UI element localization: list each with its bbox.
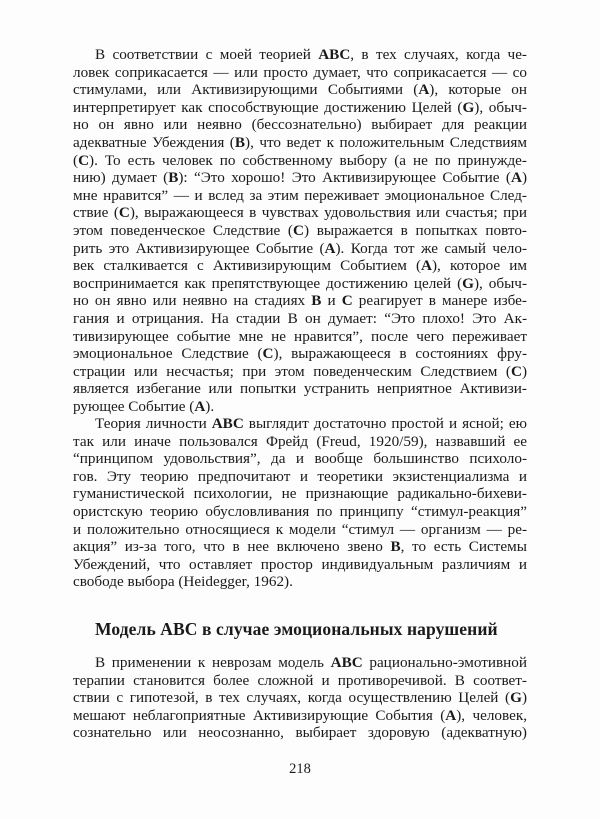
text-line	[73, 257, 527, 275]
bold-term: C	[262, 345, 274, 363]
text-line	[73, 689, 527, 707]
text-segment: ), обыч-	[473, 274, 527, 292]
text-line	[73, 503, 527, 521]
text-segment: ), выражающееся в чувствах удовольствия или счастья; при	[129, 204, 527, 222]
text-line	[73, 187, 527, 205]
text-segment: свободе выбора (Heidegger, 1962).	[73, 573, 293, 591]
text-segment: стимулами, или Активизирующими Событиями (	[73, 81, 419, 99]
text-segment: мешают неблагоприятные Активизирующие События (	[73, 706, 446, 724]
text-line	[73, 169, 527, 187]
text-segment: является избегание или попытки устранить неприятное Активизи-	[73, 380, 527, 398]
text-segment: ), что ведет к положительным Следствиям	[245, 133, 527, 151]
text-segment: так или иначе пользовался Фрейд (Freud, 1920/59), назвавший ее	[73, 432, 527, 450]
text-line	[73, 485, 527, 503]
text-line	[73, 363, 527, 381]
bold-term: B	[390, 538, 401, 556]
text-segment: но он явно или неявно на стадиях	[73, 292, 312, 310]
text-segment: В соответствии с моей теорией	[95, 46, 319, 63]
text-segment: Убеждений, что оставляет простор индивидуальным различиям и	[73, 555, 527, 573]
text-line	[73, 345, 527, 363]
text-line	[73, 116, 527, 134]
bold-term: C	[78, 151, 90, 169]
text-segment: ): “Это хорошо! Это Активизирующее Событие (	[178, 169, 511, 187]
bold-term: A	[510, 169, 522, 187]
bold-term: A	[418, 81, 430, 99]
text-segment: )	[521, 689, 527, 707]
text-line	[73, 99, 527, 117]
bold-term: C	[292, 221, 304, 239]
text-line	[73, 310, 527, 328]
text-line	[73, 450, 527, 468]
text-segment: “принципом удовольствия”, да и вообще большинство психоло-	[73, 450, 527, 468]
text-line	[73, 573, 527, 591]
text-segment: )	[521, 362, 527, 380]
text-segment: рить это Активизирующее Событие (	[73, 239, 325, 257]
text-segment: мне нравится” — и вслед за этим переживает эмоциональное След-	[73, 186, 527, 204]
text-segment: ). Когда тот же самый чело-	[335, 239, 527, 257]
text-line	[73, 521, 527, 539]
text-segment: ористскую теорию обусловливания по принципу “стимул-реакция”	[73, 502, 527, 520]
bold-term: A	[445, 706, 457, 724]
paragraph-neuroses	[73, 654, 527, 742]
text-line	[73, 81, 527, 99]
bold-term: ABC	[318, 46, 351, 63]
text-segment: ). То есть человек по собственному выбору (а не по принужде-	[89, 151, 527, 169]
text-segment: реагирует в манере избе-	[352, 292, 527, 310]
text-line	[73, 398, 527, 416]
text-segment: тивизирующее событие мне не нравится”, после чего переживает	[73, 327, 527, 345]
bold-term: C	[341, 292, 353, 310]
bold-term: A	[194, 397, 206, 415]
text-line	[73, 468, 527, 486]
paragraph-personality-theory	[73, 415, 527, 591]
text-line	[73, 328, 527, 346]
text-segment: рующее Событие (	[73, 397, 195, 415]
text-line	[73, 134, 527, 152]
text-segment: Теория личности	[95, 415, 212, 432]
text-line	[73, 275, 527, 293]
text-segment: страции или несчастья; при этом поведенческим Следствием (	[73, 362, 511, 380]
bold-term: A	[421, 257, 432, 275]
text-line	[73, 222, 527, 240]
text-line	[73, 707, 527, 725]
bold-term: A	[324, 239, 336, 257]
text-segment: терапии становится более сложной и противоречивой. В соответ-	[73, 671, 527, 689]
text-segment: нию) думает (	[73, 169, 169, 187]
text-segment: и	[321, 292, 342, 310]
text-line	[73, 654, 527, 672]
text-line	[73, 240, 527, 258]
text-line	[73, 556, 527, 574]
bold-term: ABC	[211, 415, 244, 432]
text-segment: ловек соприкасается — или просто думает, что соприкасается — со	[73, 63, 527, 81]
bold-term: ABC	[330, 654, 363, 671]
bold-term: G	[462, 274, 474, 292]
bold-term: G	[510, 689, 522, 707]
bold-term: B	[234, 133, 246, 151]
bold-term: B	[311, 292, 322, 310]
text-line	[73, 538, 527, 556]
text-segment: ствие (	[73, 204, 119, 222]
text-segment: ), которое им	[432, 257, 527, 275]
text-segment: ), человек,	[456, 706, 527, 724]
text-segment: акция” из-за того, что в нее включено звено	[73, 538, 391, 556]
text-line	[73, 152, 527, 170]
text-segment: , в тех случаях, когда че-	[350, 46, 527, 63]
text-segment: адекватные Убеждения (	[73, 133, 235, 151]
paragraph-abc-theory	[73, 46, 527, 415]
text-line	[73, 46, 527, 64]
text-segment: (	[73, 151, 79, 169]
text-segment: ствии с гипотезой, в тех случаях, когда осуществлению Целей (	[73, 689, 511, 707]
text-segment: сознательно или неосознанно, выбирает здоровую (адекватную)	[73, 724, 527, 742]
text-segment: эмоциональное Следствие (	[73, 345, 263, 363]
text-line	[73, 724, 527, 742]
text-segment: рационально-эмотивной	[362, 654, 527, 671]
text-segment: воспринимается как препятствующее достижению целей (	[73, 274, 463, 292]
section-heading: Модель ABC в случае эмоциональных нарушений	[95, 619, 498, 639]
bold-term: G	[462, 98, 475, 116]
text-segment: )	[521, 169, 527, 187]
page-number: 218	[289, 761, 311, 777]
text-segment: гуманистической психологии, не признающие радикально-бихеви-	[73, 485, 527, 503]
bold-term: C	[510, 362, 522, 380]
bold-term: B	[168, 169, 179, 187]
text-segment: и положительно относящиеся к модели “стимул — организм — ре-	[73, 520, 527, 538]
text-line	[73, 204, 527, 222]
text-segment: этом поведенческое Следствие (	[73, 221, 293, 239]
text-segment: гания и отрицания. На стадии В он думает: “Это плохо! Это Ак-	[73, 309, 527, 327]
text-segment: ), выражающееся в состояниях фру-	[273, 345, 527, 363]
text-segment: гов. Эту теорию предпочитают и теоретики экзистенциализма и	[73, 467, 527, 485]
text-segment: ).	[205, 397, 215, 415]
text-segment: , то есть Системы	[400, 538, 527, 556]
text-segment: интерпретирует как способствующие достижению Целей (	[73, 98, 463, 116]
text-segment: В применении к неврозам модель	[95, 654, 331, 671]
text-line	[73, 292, 527, 310]
text-segment: век сталкивается с Активизирующим Событием (	[73, 257, 422, 275]
text-segment: но он явно или неявно (бессознательно) выбирает для реакции	[73, 116, 527, 134]
text-segment: выглядит достаточно простой и ясной; ею	[243, 415, 527, 432]
text-segment: ) выражается в попытках повто-	[303, 221, 527, 239]
text-segment: ), обыч-	[474, 98, 527, 116]
text-line	[73, 415, 527, 433]
bold-term: C	[118, 204, 130, 222]
text-line	[73, 380, 527, 398]
text-line	[73, 672, 527, 690]
text-line	[73, 433, 527, 451]
text-line	[73, 64, 527, 82]
text-segment: ), которые он	[429, 81, 527, 99]
